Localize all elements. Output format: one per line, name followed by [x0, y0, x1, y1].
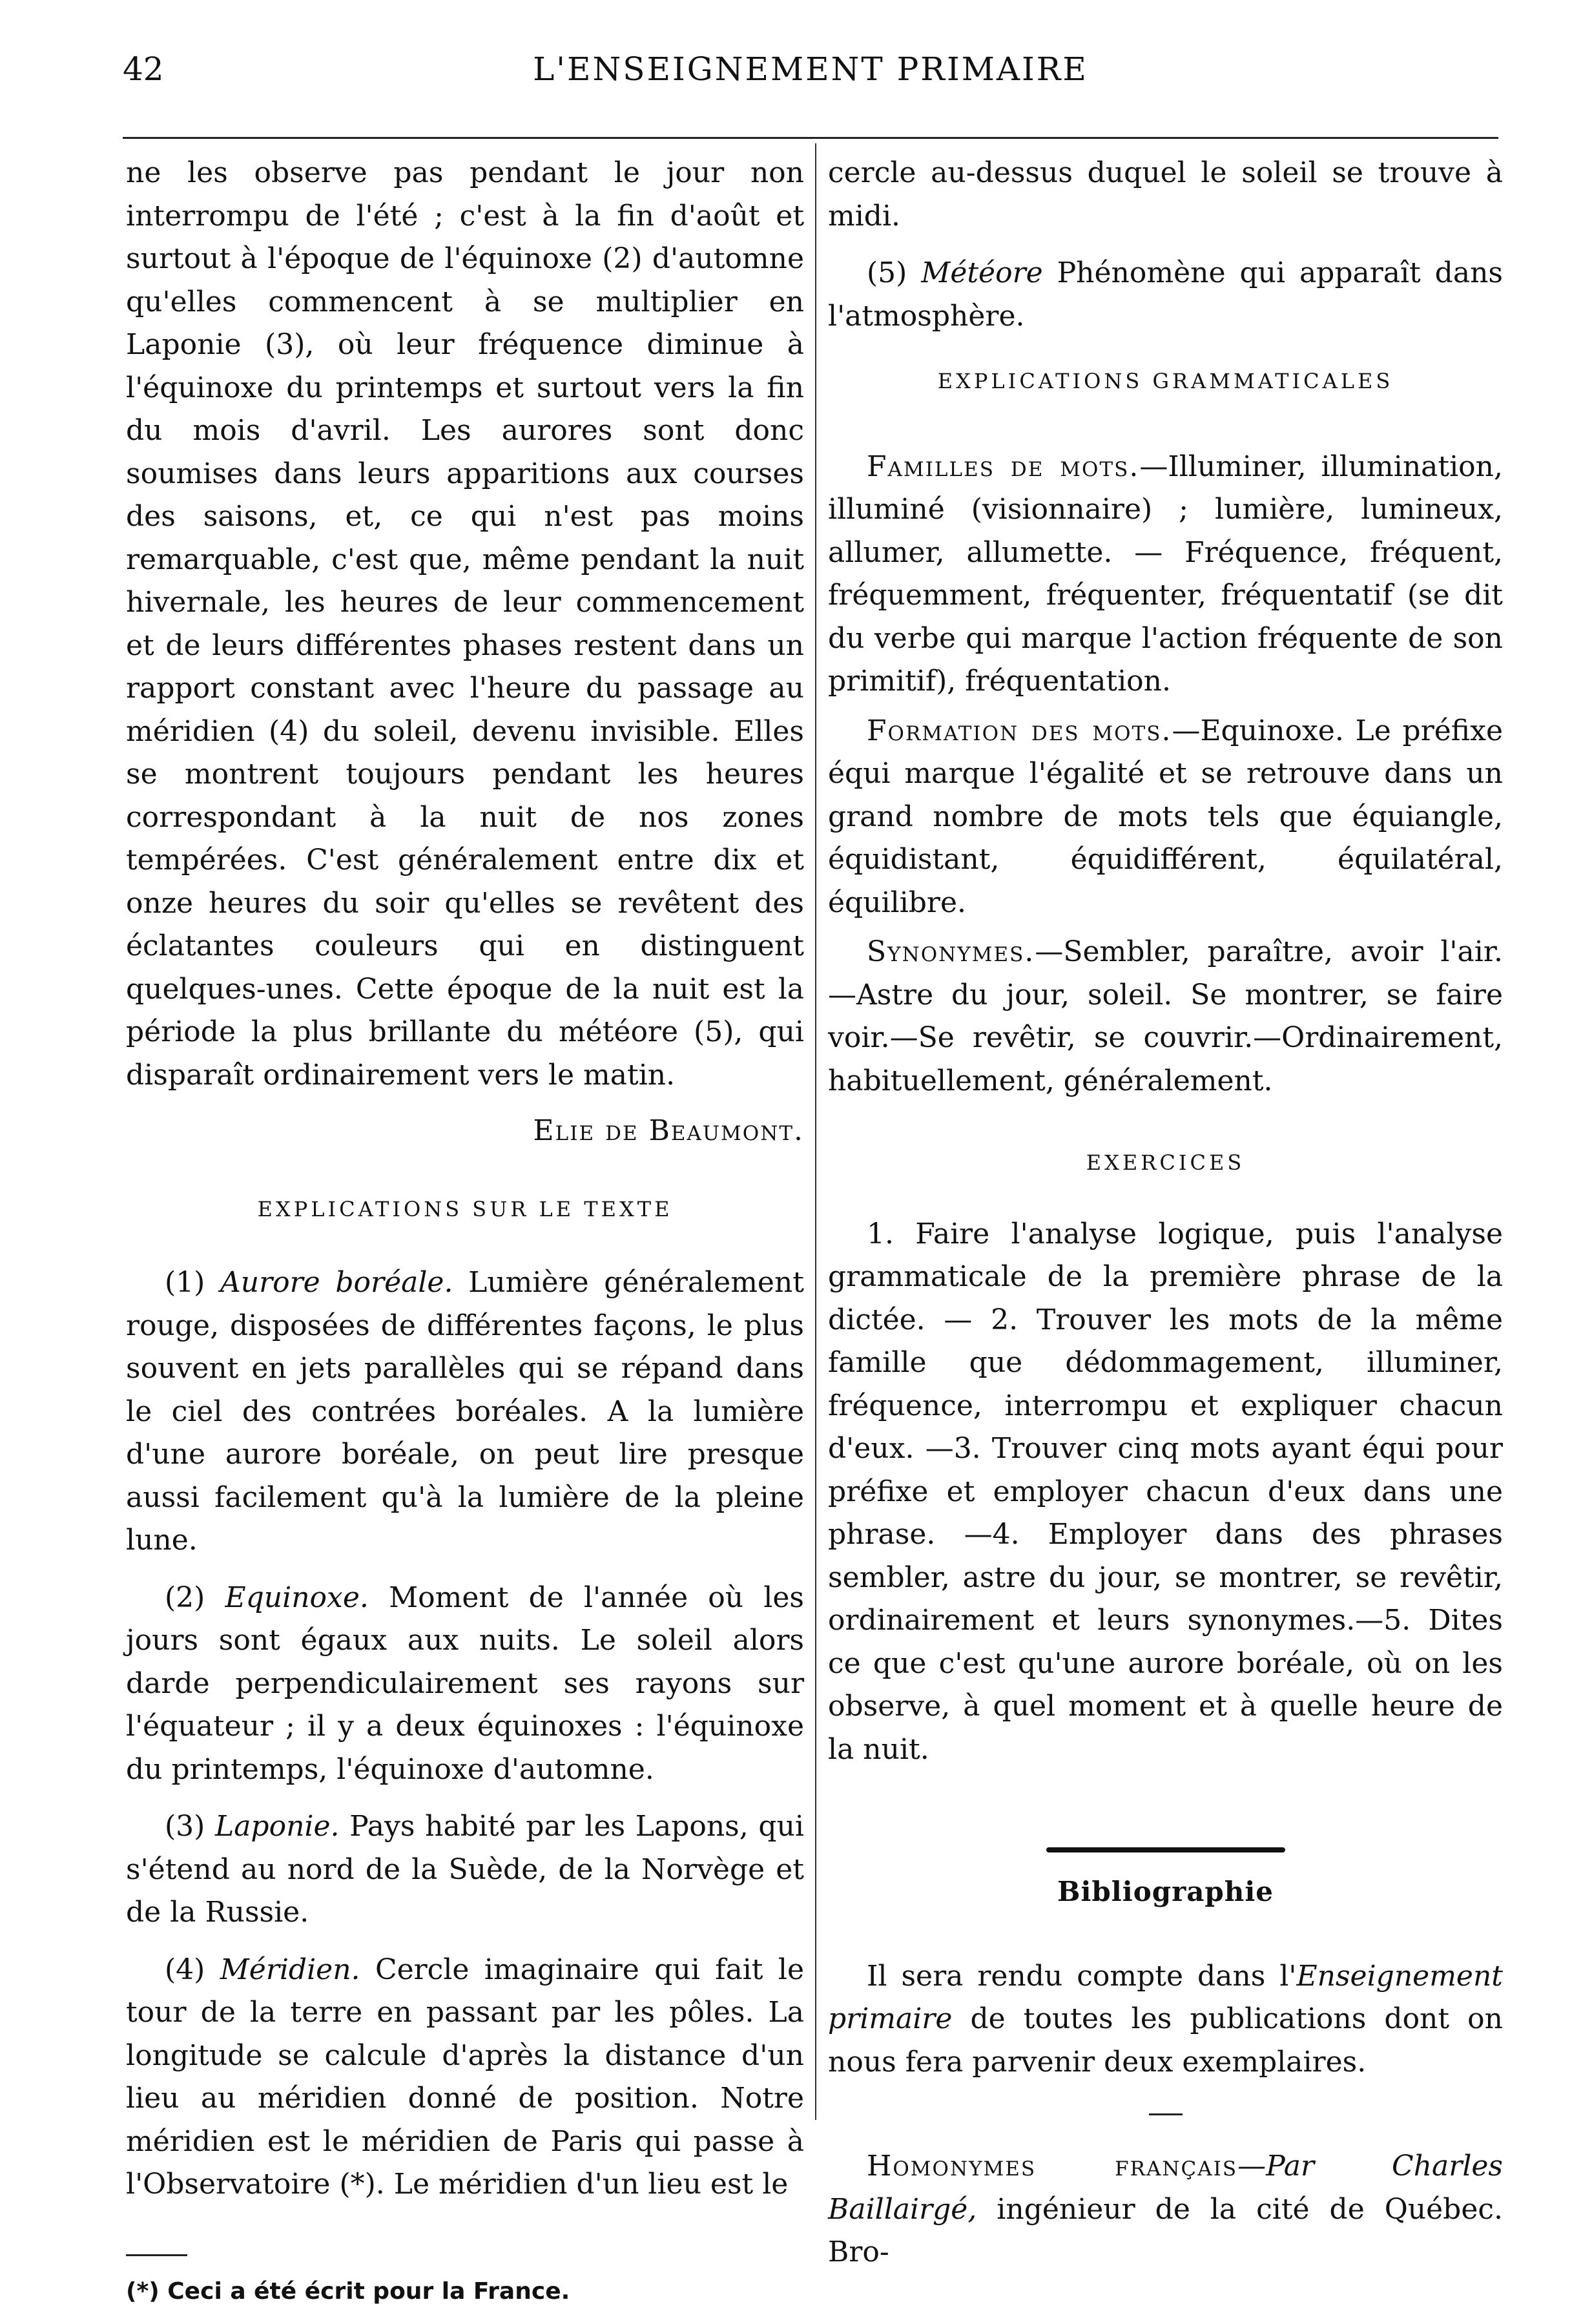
- grammar-label: Familles de mots.: [867, 450, 1140, 483]
- exercises-heading: EXERCICES: [1086, 1150, 1245, 1175]
- text-notes-heading: EXPLICATIONS SUR LE TEXTE: [257, 1196, 673, 1221]
- note-text: Cercle imaginaire qui fait le tour de la terre en passant par les pôles. La longitude se calcule d'après la distance d'un lieu au méridien donné de position. Notre méridien est le méridien de Paris qui passe à l'Observatoire (*). Le méridien d'un lieu est le: [126, 1953, 804, 2201]
- page-header: [123, 50, 1498, 102]
- ornament-divider: [828, 1847, 1503, 1852]
- grammar-heading: EXPLICATIONS GRAMMATICALES: [937, 369, 1394, 393]
- right-column: [828, 152, 1503, 2274]
- note-term: Aurore boréale.: [220, 1266, 453, 1299]
- homonymes-text: ingénieur de la cité de Québec. Bro-: [828, 2192, 1503, 2268]
- grammar-synonyms: [828, 931, 1503, 1103]
- note-marker: (2): [165, 1581, 205, 1614]
- author-signature: Elie de Beaumont.: [533, 1114, 804, 1147]
- homonymes-author: —Par Charles Baillairgé,: [828, 2150, 1504, 2226]
- running-title: L'ENSEIGNEMENT PRIMAIRE: [533, 50, 1088, 88]
- short-rule: [1149, 2113, 1183, 2115]
- note-term: Méridien.: [220, 1953, 360, 1986]
- note-marker: (4): [165, 1953, 205, 1986]
- note-term: Equinoxe.: [225, 1581, 369, 1614]
- note-term: Laponie.: [214, 1810, 340, 1843]
- note-marker: (1): [165, 1266, 205, 1299]
- ornament-bar: [1046, 1847, 1285, 1852]
- biblio-journal: Enseignement primaire: [828, 1959, 1503, 2035]
- bibliography-text: [828, 1955, 1503, 2084]
- footnote: (*) Ceci a été écrit pour la France.: [126, 2277, 570, 2305]
- main-passage: ne les observe pas pendant le jour non interrompu de l'été ; c'est à la fin d'août et surtout à l'époque de l'équinoxe (2) d'automne qu'elles commencent à se multiplier en Laponie (3), où leur fréquence diminue à l'équinoxe du printemps et surtout vers la fin du mois d'avril. Les aurores sont donc soumises dans leurs apparitions aux courses des saisons, et, ce qui n'est pas moins remarquable, c'est que, même pendant la nuit hivernale, les heures de leur commencement et de leurs différentes phases restent dans un rapport constant avec l'heure du passage au méridien (4) du soleil, devenu invisible. Elles se montrent toujours pendant les heures correspondant à la nuit de nos zones tempérées. C'est généralement entre dix et onze heures du soir qu'elles se revêtent des éclatantes couleurs qui en distinguent quelques-unes. Cette époque de la nuit est la période la plus brillante du météore (5), qui disparaît ordinairement vers le matin.: [126, 156, 804, 1092]
- note-marker: (5): [867, 256, 907, 289]
- grammar-families: [828, 446, 1503, 703]
- note-3: [126, 1805, 804, 1935]
- note-5: [828, 252, 1503, 338]
- grammar-formation: [828, 710, 1503, 925]
- note-term: Météore: [921, 256, 1043, 289]
- grammar-text: —Sembler, paraître, avoir l'air. —Astre du jour, soleil. Se montrer, se faire voir.—Se revêtir, se couvrir.—Ordinairement, habituellement, généralement.: [828, 935, 1503, 1097]
- note-4-continued: cercle au-dessus duquel le soleil se trouve à midi.: [828, 156, 1503, 233]
- grammar-text: —Equinoxe. Le préfixe équi marque l'égalité et se retrouve dans un grand nombre de mots tels que équiangle, équidistant, équidifférent, équilatéral, équilibre.: [828, 714, 1503, 919]
- note-1: [126, 1261, 804, 1562]
- column-divider: [815, 143, 816, 2120]
- bibliography-heading: Bibliographie: [1057, 1876, 1274, 1907]
- grammar-text: —Illuminer, illumination, illuminé (visionnaire) ; lumière, lumineux, allumer, allumette. — Fréquence, fréquent, fréquemment, fréquenter, fréquentatif (se dit du verbe qui marque l'action fréquente de son primitif), fréquentation.: [828, 450, 1503, 698]
- biblio-text-after: de toutes les publications dont on nous fera parvenir deux exemplaires.: [828, 2002, 1503, 2079]
- homonymes-entry: [828, 2145, 1503, 2274]
- note-text: Moment de l'année où les jours sont égaux aux nuits. Le soleil alors darde perpendiculairement ses rayons sur l'équateur ; il y a deux équinoxes : l'équinoxe du printemps, l'équinoxe d'automne.: [126, 1581, 804, 1786]
- header-rule: [123, 137, 1498, 139]
- footnote-rule: [126, 2254, 187, 2256]
- left-column: [126, 152, 804, 2308]
- exercises-text: 1. Faire l'analyse logique, puis l'analyse grammaticale de la première phrase de la dictée. — 2. Trouver les mots de la même famille que dédommagement, illuminer, fréquence, interrompu et expliquer chacun d'eux. —3. Trouver cinq mots ayant équi pour préfixe et employer chacun d'eux dans une phrase. —4. Employer dans des phrases sembler, astre du jour, se montrer, se revêtir, ordinairement et leurs synonymes.—5. Dites ce que c'est qu'une aurore boréale, où on les observe, à quel moment et à quelle heure de la nuit.: [828, 1217, 1503, 1766]
- note-marker: (3): [165, 1810, 205, 1843]
- grammar-label: Synonymes.: [867, 935, 1035, 968]
- note-4: [126, 1949, 804, 2206]
- grammar-label: Formation des mots.: [867, 714, 1172, 747]
- note-text: Phénomène qui apparaît dans l'atmosphère.: [828, 256, 1503, 333]
- homonymes-label: Homonymes français: [867, 2150, 1238, 2183]
- note-2: [126, 1577, 804, 1792]
- biblio-text-before: Il sera rendu compte dans l': [867, 1959, 1297, 1993]
- note-text: Lumière généralement rouge, disposées de différentes façons, le plus souvent en jets parallèles qui se répand dans le ciel des contrées boréales. A la lumière d'une aurore boréale, on peut lire presque aussi facilement qu'à la lumière de la pleine lune.: [126, 1266, 804, 1557]
- note-text: Pays habité par les Lapons, qui s'étend au nord de la Suède, de la Norvège et de la Russie.: [126, 1810, 804, 1929]
- page-number: 42: [123, 50, 164, 88]
